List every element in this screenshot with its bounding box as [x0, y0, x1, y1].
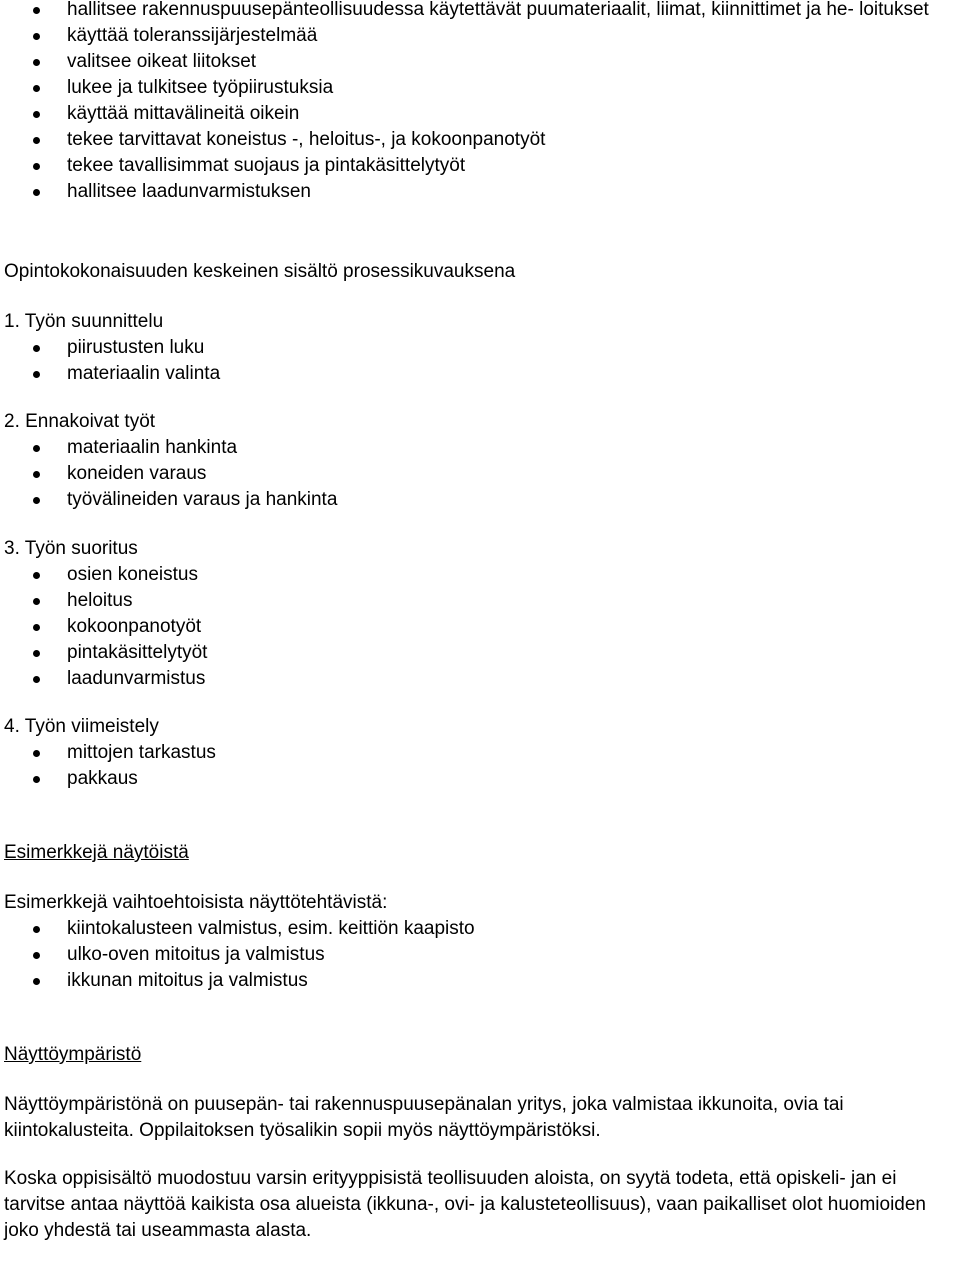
list-item-text: koneiden varaus: [67, 463, 207, 484]
list-item-text: lukee ja tulkitsee työpiirustuksia: [67, 77, 334, 98]
step-title: 4. Työn viimeistely: [4, 716, 159, 737]
list-item-text: osien koneistus: [67, 564, 198, 585]
examples-list: [4, 916, 954, 994]
list-item: [4, 640, 954, 666]
list-item: [4, 23, 954, 49]
step-title: 3. Työn suoritus: [4, 538, 138, 559]
competence-list: [4, 0, 954, 205]
list-item: [4, 335, 954, 361]
process-step: [4, 309, 954, 387]
list-item-text: kiintokalusteen valmistus, esim. keittiön kaapisto: [67, 918, 475, 939]
environment-paragraph: Näyttöympäristönä on puusepän- tai rakennuspuusepänalan yritys, joka valmistaa ikkunoita, ovia tai kiintokalusteita. Oppilaitoksen työsalikin sopii myös näyttöympäristöksi.: [4, 1094, 844, 1141]
list-item: [4, 101, 954, 127]
process-step: [4, 714, 954, 792]
list-item: [4, 766, 954, 792]
list-item-text: piirustusten luku: [67, 337, 205, 358]
list-item: [4, 942, 954, 968]
list-item: [4, 153, 954, 179]
list-item: [4, 361, 954, 387]
document-page: [4, 0, 954, 1244]
environment-paragraph: Koska oppisisältö muodostuu varsin erityyppisistä teollisuuden aloista, on syytä todeta, että opiskeli- jan ei tarvitse antaa näyttöä kaikista osa alueista (ikkuna-, ovi- ja kalusteteollisuus), vaan paikalliset olot huomioiden joko yhdestä tai useammasta alasta.: [4, 1168, 926, 1241]
list-item-text: materiaalin hankinta: [67, 437, 238, 458]
list-item-text: ikkunan mitoitus ja valmistus: [67, 970, 308, 991]
list-item-text: tekee tarvittavat koneistus -, heloitus-, ja kokoonpanotyöt: [67, 129, 546, 150]
list-item: [4, 49, 954, 75]
list-item: [4, 0, 954, 23]
list-item-text: materiaalin valinta: [67, 363, 221, 384]
step-items: [4, 562, 954, 692]
step-title: 2. Ennakoivat työt: [4, 411, 156, 432]
list-item-text: hallitsee laadunvarmistuksen: [67, 181, 311, 202]
list-item: [4, 461, 954, 487]
list-item-text: pakkaus: [67, 768, 138, 789]
list-item: [4, 487, 954, 513]
list-item: [4, 740, 954, 766]
list-item: [4, 614, 954, 640]
list-item: [4, 127, 954, 153]
list-item-text: ulko-oven mitoitus ja valmistus: [67, 944, 325, 965]
list-item-text: mittojen tarkastus: [67, 742, 216, 763]
process-step: [4, 536, 954, 692]
environment-heading: Näyttöympäristö: [4, 1044, 142, 1065]
list-item-text: laadunvarmistus: [67, 668, 206, 689]
process-title: Opintokokonaisuuden keskeinen sisältö prosessikuvauksena: [4, 261, 516, 282]
list-item-text: käyttää mittavälineitä oikein: [67, 103, 300, 124]
list-item: [4, 916, 954, 942]
list-item-text: valitsee oikeat liitokset: [67, 51, 257, 72]
list-item: [4, 562, 954, 588]
list-item: [4, 179, 954, 205]
list-item-text: käyttää toleranssijärjestelmää: [67, 25, 318, 46]
list-item-text: tekee tavallisimmat suojaus ja pintakäsittelytyöt: [67, 155, 466, 176]
list-item-text: kokoonpanotyöt: [67, 616, 202, 637]
process-step: [4, 409, 954, 513]
list-item: [4, 588, 954, 614]
list-item-text: heloitus: [67, 590, 133, 611]
list-item: [4, 666, 954, 692]
step-items: [4, 335, 954, 387]
step-items: [4, 435, 954, 513]
list-item: [4, 435, 954, 461]
list-item-text: pintakäsittelytyöt: [67, 642, 208, 663]
step-items: [4, 740, 954, 792]
list-item: [4, 968, 954, 994]
list-item-text: hallitsee rakennuspuusepänteollisuudessa käytettävät puumateriaalit, liimat, kiinnittimet ja he- loitukset: [67, 0, 929, 20]
list-item: [4, 75, 954, 101]
examples-intro: Esimerkkejä vaihtoehtoisista näyttötehtävistä:: [4, 892, 388, 913]
list-item-text: työvälineiden varaus ja hankinta: [67, 489, 338, 510]
step-title: 1. Työn suunnittelu: [4, 311, 164, 332]
examples-heading: Esimerkkejä näytöistä: [4, 842, 189, 863]
